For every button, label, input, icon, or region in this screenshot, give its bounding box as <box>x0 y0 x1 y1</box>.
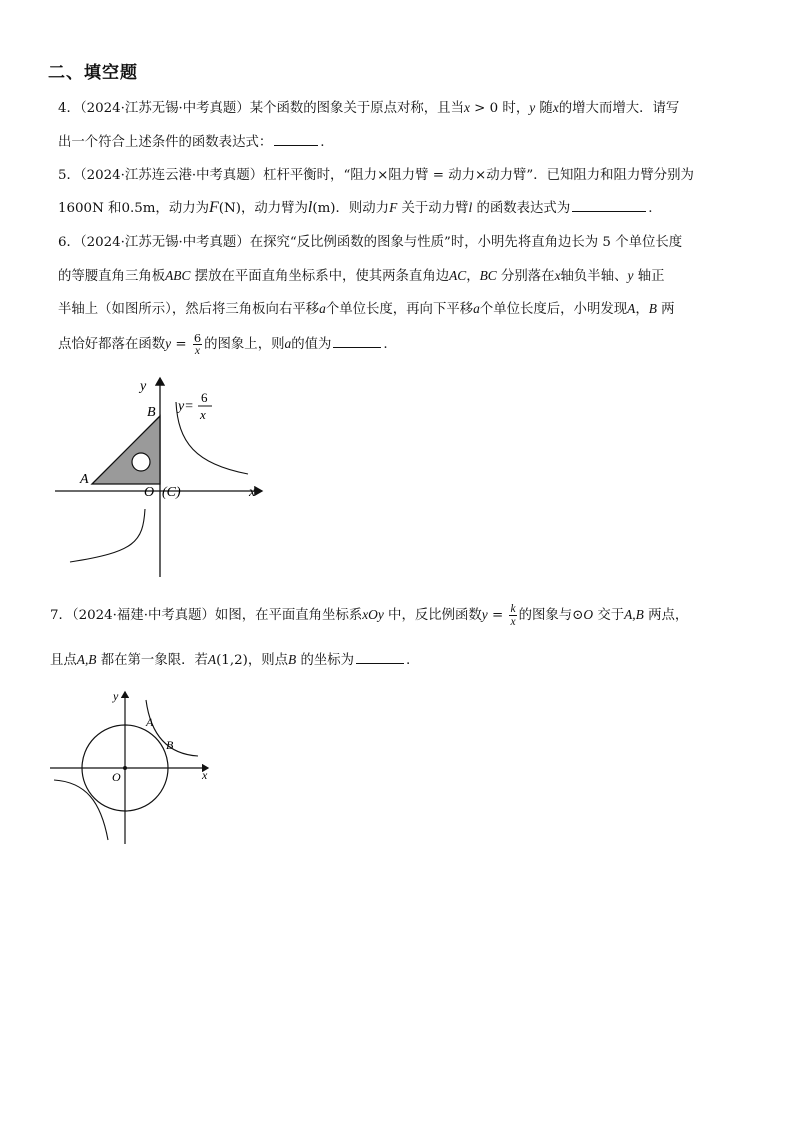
origin-dot <box>123 766 127 770</box>
fraction-denominator: x <box>510 616 516 628</box>
fraction <box>193 332 202 357</box>
question-7-line-1 <box>50 603 688 628</box>
q6-var: A <box>627 301 636 316</box>
q6-text: 轴正 <box>633 269 665 284</box>
q5-var-F: F <box>389 200 398 215</box>
q6-var: y <box>165 336 172 351</box>
q6-text: 的图象上，则 <box>204 337 285 352</box>
function-label: y= <box>178 399 194 414</box>
q6-var: BC <box>479 268 497 283</box>
fraction-numerator: k <box>510 603 516 615</box>
q5-var-F: F <box>209 199 219 216</box>
q6-var: a <box>284 336 292 351</box>
q6-text: 分别落在 <box>496 269 555 284</box>
q7-var: y <box>481 607 488 622</box>
function-denominator: x <box>200 407 206 422</box>
question-7-line-2 <box>50 649 410 668</box>
q4-text: 出一个符合上述条件的函数表达式： <box>58 135 273 150</box>
q4-text: > 0 时， <box>469 101 530 116</box>
triangle-hole <box>132 453 150 471</box>
q4-text: 4．（2024·江苏无锡·中考真题）某个函数的图象关于原点对称，且当 <box>58 101 464 116</box>
q4-var-y: y <box>529 100 536 115</box>
q5-var-l: l <box>307 199 313 216</box>
q7-text: 两点， <box>643 608 689 623</box>
triangle-abc <box>92 416 160 484</box>
q7-var: A,B <box>624 607 644 622</box>
q5-text: (N)，动力臂为 <box>218 201 308 216</box>
q6-var: a <box>319 301 326 316</box>
question-4-line-1 <box>58 97 679 116</box>
q7-text: (1,2)，则点 <box>216 653 288 668</box>
x-axis-label: x <box>249 485 256 500</box>
y-axis-label: y <box>140 379 147 394</box>
question-6-line-2 <box>58 265 664 284</box>
point-a-label: A <box>80 472 89 487</box>
q6-text: 两 <box>656 302 675 317</box>
q4-var-x: x <box>552 100 559 115</box>
q6-text: 的值为 <box>291 337 332 352</box>
q7-text: 的图象与⊙ <box>518 608 584 623</box>
fraction-numerator: 6 <box>193 331 202 345</box>
q6-text: . <box>383 337 388 352</box>
q6-text: 个单位长度后，小明发现 <box>479 302 628 317</box>
origin-label: O <box>144 485 155 500</box>
q7-text: 7．（2024·福建·中考真题）如图，在平面直角坐标系 <box>50 608 363 623</box>
q4-text: . <box>320 135 325 150</box>
question-6-line-3 <box>58 298 675 317</box>
circle-hyperbola-figure <box>46 684 226 849</box>
fraction <box>509 603 516 628</box>
q6-text: ， <box>635 302 649 317</box>
q7-text: . <box>406 653 411 668</box>
q6-var: ABC <box>165 268 191 283</box>
q7-text: 且点 <box>50 653 77 668</box>
answer-blank[interactable] <box>572 210 646 212</box>
point-a-label: A <box>146 715 154 729</box>
answer-blank[interactable] <box>356 662 404 664</box>
q7-text: = <box>487 608 508 623</box>
q6-text: 摆放在平面直角坐标系中，使其两条直角边 <box>190 269 450 284</box>
question-4-line-2 <box>58 131 325 150</box>
q7-text: 交于 <box>593 608 625 623</box>
q5-text: 关于动力臂 <box>397 201 469 216</box>
q6-var: a <box>473 301 480 316</box>
fraction-denominator: x <box>194 345 201 357</box>
q6-text: ， <box>466 269 480 284</box>
q5-text: (m)．则动力 <box>312 201 390 216</box>
q6-var: AC <box>449 268 467 283</box>
q7-text: 中，反比例函数 <box>383 608 482 623</box>
question-6-line-1: 6．（2024·江苏无锡·中考真题）在探究“反比例函数的图象与性质”时，小明先将直角边长为 5 个单位长度 <box>58 235 683 250</box>
q4-text: 随 <box>535 101 553 116</box>
function-numerator: 6 <box>201 390 208 405</box>
q6-var: x <box>554 268 561 283</box>
point-b-label: B <box>166 738 174 752</box>
q5-text: . <box>648 201 653 216</box>
q7-var: O <box>583 607 594 622</box>
point-c-label: (C) <box>162 485 181 500</box>
q6-text: 的等腰直角三角板 <box>58 269 166 284</box>
q7-var: B <box>288 652 297 667</box>
q6-var: y <box>627 268 634 283</box>
triangle-hyperbola-figure <box>50 372 280 582</box>
q7-var: A,B <box>76 652 97 667</box>
q6-text: 个单位长度，再向下平移 <box>325 302 474 317</box>
q6-var: B <box>648 301 657 316</box>
q4-var-x: x <box>463 100 470 115</box>
q5-text: 的函数表达式为 <box>472 201 571 216</box>
question-6-line-4 <box>58 332 388 357</box>
point-b-label: B <box>147 405 156 420</box>
q6-text: 轴负半轴、 <box>560 269 628 284</box>
q4-text: 的增大而增大．请写 <box>558 101 680 116</box>
section-heading: 二、填空题 <box>48 63 138 83</box>
origin-label: O <box>112 770 121 784</box>
x-axis-label: x <box>202 768 208 782</box>
q7-text: 的坐标为 <box>296 653 355 668</box>
hyperbola-branch-q3 <box>54 780 108 840</box>
y-axis-label: y <box>113 689 119 703</box>
q6-text: = <box>171 337 191 352</box>
q6-text: 半轴上（如图所示），然后将三角板向右平移 <box>58 302 320 317</box>
q5-var-l: l <box>468 200 473 215</box>
q7-text: 都在第一象限．若 <box>96 653 208 668</box>
question-5-line-2 <box>58 197 652 217</box>
question-5-line-1: 5．（2024·江苏连云港·中考真题）杠杆平衡时，“阻力×阻力臂 = 动力×动力臂”．已知阻力和阻力臂分别为 <box>58 168 694 183</box>
answer-blank[interactable] <box>333 346 381 348</box>
q6-text: 点恰好都落在函数 <box>58 337 166 352</box>
q5-text: 1600N 和0.5m，动力为 <box>58 201 209 216</box>
q7-var: xOy <box>362 607 384 622</box>
hyperbola-branch-q3 <box>70 509 145 562</box>
q7-var: A <box>207 652 217 667</box>
answer-blank[interactable] <box>274 144 318 146</box>
